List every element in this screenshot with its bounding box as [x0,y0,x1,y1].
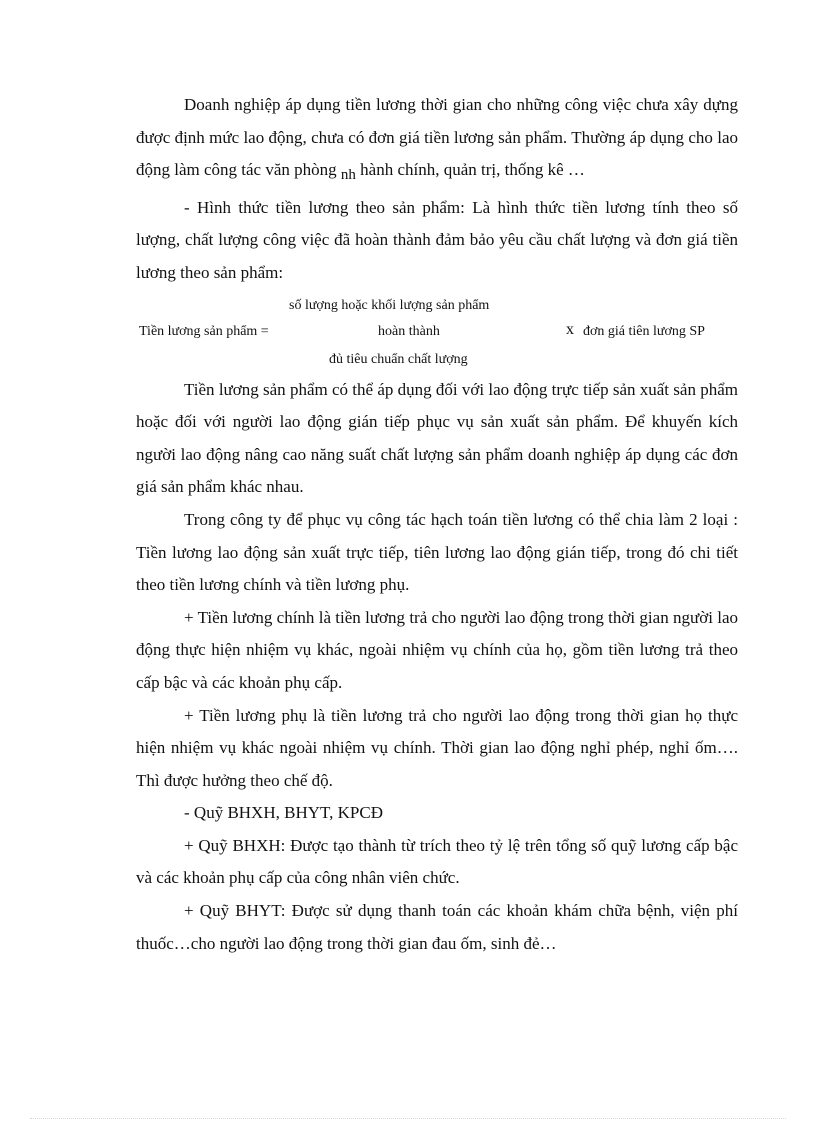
paragraph-main-wage: + Tiền lương chính là tiền lương trả cho người lao động trong thời gian người lao động thực hiện nhiệm vụ khác, ngoài nhiệm vụ chính của họ, gồm tiền lương trả theo cấp bậc và các khoản phụ cấp. [136,607,738,692]
paragraph-time-wage [136,89,738,192]
paragraph-bhyt: + Quỹ BHYT: Được sử dụng thanh toán các khoản khám chữa bệnh, viện phí thuốc…cho người lao động trong thời gian đau ốm, sinh đẻ… [136,901,738,953]
paragraph-time-wage-text-end: hành chính, quản trị, thống kê … [360,160,585,180]
formula-rhs: đơn giá tiên lương SP [583,323,705,339]
paragraph-bhxh: + Quỹ BHXH: Được tạo thành từ trích theo tỷ lệ trên tổng số quỹ lương cấp bậc và các khoản phụ cấp của công nhân viên chức. [136,835,738,888]
formula-numerator: số lượng hoặc khối lượng sản phẩm [289,297,490,313]
paragraph-secondary-wage: + Tiền lương phụ là tiền lương trả cho người lao động trong thời gian họ thực hiện nhiệm vụ khác ngoài nhiệm vụ chính. Thời gian lao động nghỉ phép, nghỉ ốm…. Thì được hưởng theo chế độ. [136,705,738,790]
formula-middle: hoàn thành [378,323,440,339]
formula-denominator: đủ tiêu chuẩn chất lượng [329,351,468,367]
formula-lhs: Tiền lương sản phẩm = [139,323,269,339]
paragraph-funds-heading: - Quỹ BHXH, BHYT, KPCĐ [184,803,383,823]
wage-formula [136,288,738,370]
document-body [136,89,738,960]
page-bottom-divider [30,1118,786,1119]
paragraph-time-wage-text: Doanh nghiệp áp dụng tiền lương thời gian cho những công việc chưa xây dựng được định mức lao động, chưa có đơn giá tiền lương sản phẩm. Thường áp dụng cho lao động làm công tác văn phòng [136,95,738,180]
formula-times: x [566,320,574,338]
paragraph-classification: Trong công ty để phục vụ công tác hạch toán tiền lương có thể chia làm 2 loại : Tiền lương lao động sản xuất trực tiếp, tiên lương lao động gián tiếp, trong đó chi tiết theo tiền lương chính và tiền lương phụ. [136,509,738,595]
paragraph-product-wage: - Hình thức tiền lương theo sản phẩm: Là hình thức tiền lương tính theo số lượng, chất lượng công việc đã hoàn thành đảm bảo yêu cầu chất lượng và đơn giá tiền lương theo sản phẩm: [136,197,738,282]
stray-fragment: nh [340,167,356,184]
paragraph-product-wage-application: Tiền lương sản phẩm có thể áp dụng đối với lao động trực tiếp sản xuất sản phẩm hoặc đối với người lao động gián tiếp phục vụ sản xuất sản phẩm. Để khuyến kích người lao động nâng cao năng suất chất lượng sản phẩm doanh nghiệp áp dụng các đơn giá sản phẩm khác nhau. [136,379,738,497]
